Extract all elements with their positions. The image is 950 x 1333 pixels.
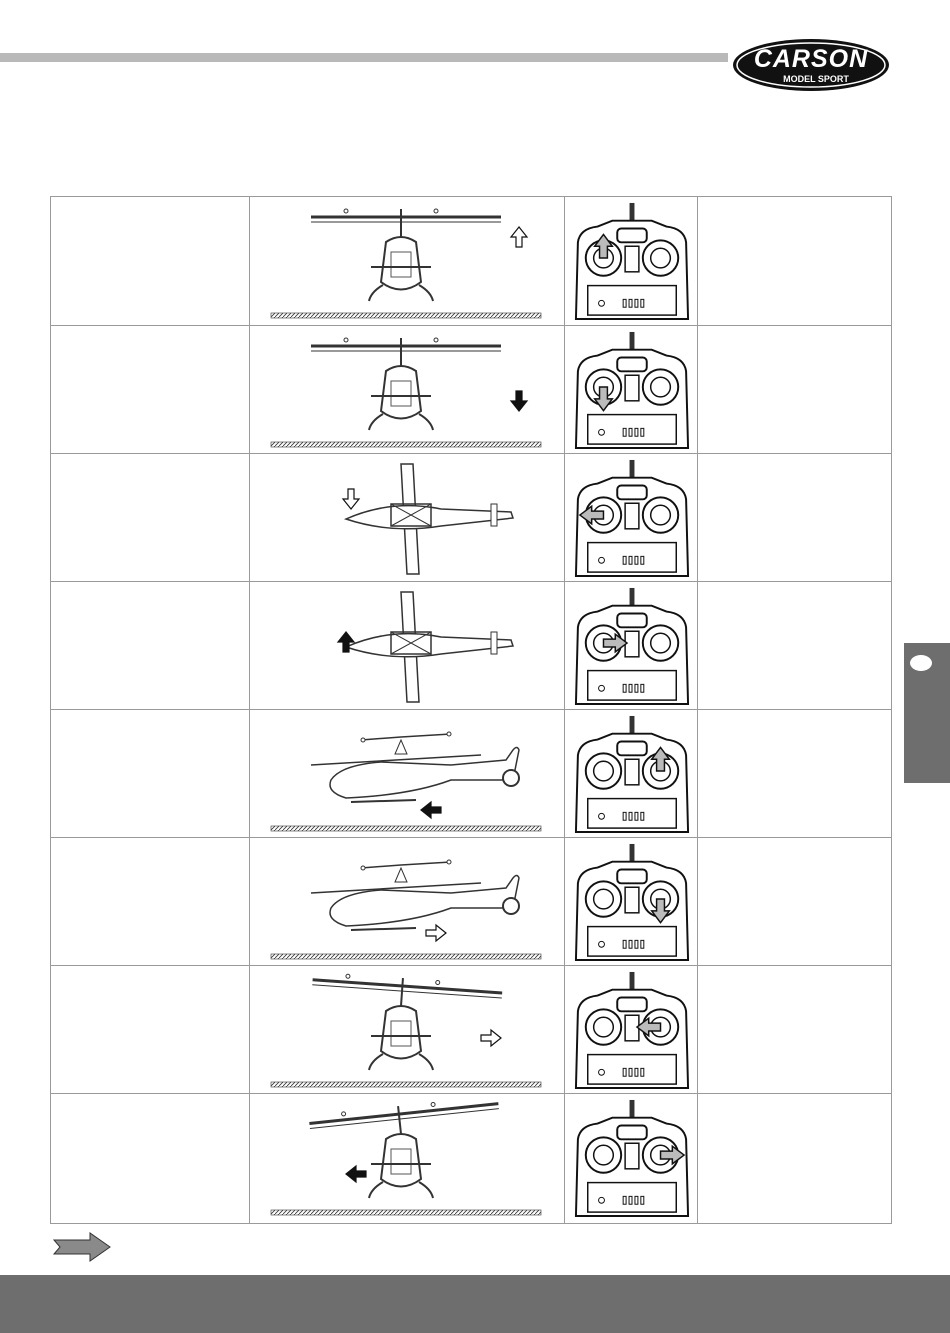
transmitter-icon [567, 458, 697, 578]
control-row [51, 325, 891, 453]
control-row [51, 197, 891, 325]
header-bar [0, 53, 728, 62]
carson-logo [730, 36, 892, 94]
motion-arrow-icon [426, 925, 446, 941]
transmitter-icon [567, 330, 697, 450]
motion-arrow-icon [511, 391, 527, 411]
transmitter-icon [567, 842, 697, 962]
continue-arrow-icon [52, 1232, 112, 1262]
helicopter-illustration [251, 710, 563, 837]
helicopter-illustration [251, 582, 563, 709]
footer-bar [0, 1275, 950, 1333]
svg-text:MODEL SPORT: MODEL SPORT [783, 74, 849, 84]
helicopter-illustration [251, 326, 563, 453]
control-row [51, 453, 891, 581]
motion-arrow-icon [481, 1030, 501, 1046]
language-tab-dot [910, 655, 932, 671]
svg-text:CARSON: CARSON [753, 45, 869, 73]
language-tab [904, 643, 950, 783]
transmitter-icon [567, 970, 697, 1090]
transmitter-icon [567, 1098, 697, 1218]
transmitter-icon [567, 201, 697, 321]
motion-arrow-icon [346, 1166, 366, 1182]
helicopter-illustration [251, 966, 563, 1093]
control-row [51, 1093, 891, 1221]
helicopter-illustration [251, 197, 563, 324]
control-table [50, 196, 892, 1224]
motion-arrow-icon [421, 802, 441, 818]
helicopter-illustration [251, 1094, 563, 1221]
motion-arrow-icon [343, 489, 359, 509]
control-row [51, 581, 891, 709]
motion-arrow-icon [511, 227, 527, 247]
transmitter-icon [567, 586, 697, 706]
control-row [51, 709, 891, 837]
transmitter-icon [567, 714, 697, 834]
control-row [51, 965, 891, 1093]
helicopter-illustration [251, 454, 563, 581]
helicopter-illustration [251, 838, 563, 965]
control-row [51, 837, 891, 965]
